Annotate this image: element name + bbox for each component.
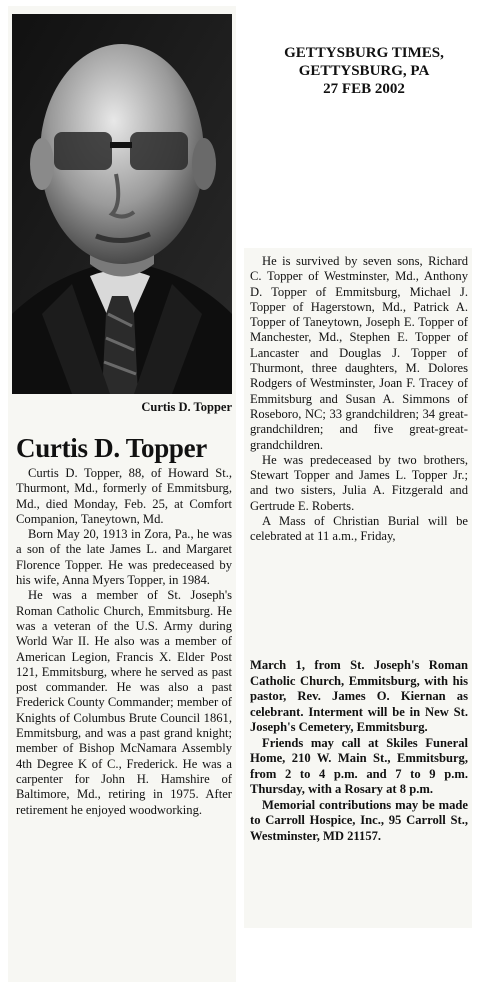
photo-caption: Curtis D. Topper [141, 400, 232, 414]
obituary-right-column [250, 254, 468, 545]
paragraph: Friends may call at Skiles Funeral Home, 210 W. Main St., Emmitsburg, from 2 to 4 p.m. and 7 to 9 p.m. Thursday, with a Rosary at 8 p.m. [250, 735, 468, 796]
newspaper-city: GETTYSBURG, PA [298, 63, 430, 79]
paragraph: He is survived by seven sons, Richard C. Topper of Westminster, Md., Anthony D. Topper of Emmitsburg, Michael J. Topper of Hagerstown, Md., Patrick A. Topper of Taneytown, Joseph E. Topper of Manchester, Md., Stephen E. Topper of Lancaster and Douglas J. Topper of Thurmont, three daughters, M. Dolores Rodgers of Westminster, Joan F. Tracey of Emmitsburg and Susan A. Simmons of Roseboro, NC; 33 grandchildren; 34 great-grandchildren; and five great-great-grandchildren. [250, 254, 468, 452]
newspaper-masthead [250, 44, 478, 98]
portrait-photo [12, 14, 232, 394]
obituary-headline: Curtis D. Topper [16, 433, 207, 463]
paragraph: March 1, from St. Joseph's Roman Catholic Church, Emmitsburg, with his pastor, Rev. James O. Kiernan as celebrant. Interment will be in New St. Joseph's Cemetery, Emmitsburg. [250, 658, 468, 734]
publication-date: 27 FEB 2002 [323, 81, 405, 97]
paragraph: Curtis D. Topper, 88, of Howard St., Thurmont, Md., formerly of Emmitsburg, Md., died Monday, Feb. 25, at Comfort Companion, Taneytown, Md. [16, 466, 232, 526]
paragraph: Memorial contributions may be made to Carroll Hospice, Inc., 95 Carroll St., Westminster, MD 21157. [250, 797, 468, 843]
paragraph: Born May 20, 1913 in Zora, Pa., he was a son of the late James L. and Margaret Florence Topper. He was predeceased by his wife, Anna Myers Topper, in 1984. [16, 527, 232, 588]
paragraph: He was a member of St. Joseph's Roman Catholic Church, Emmitsburg. He was a veteran of the U.S. Army during World War II. He also was a member of American Legion, Francis X. Elder Post 121, Emmitsburg, where he served as past post commander. He was also a past Frederick County Commander; member of Knights of Columbus Brute Council 1861, Emmitsburg, and was a past grand knight; member of Bishop McNamara Assembly 4th Degree K of C., Frederick. He was a carpenter for John H. Hamshire of Baltimore, Md., retiring in 1975. After retirement he enjoyed woodworking. [16, 588, 232, 817]
paragraph: A Mass of Christian Burial will be celebrated at 11 a.m., Friday, [250, 514, 468, 544]
portrait-illustration [12, 14, 232, 394]
obituary-left-column [16, 466, 232, 818]
newspaper-name: GETTYSBURG TIMES, [284, 45, 444, 61]
paragraph: He was predeceased by two brothers, Stewart Topper and James L. Topper Jr.; and two sisters, Julia A. Fitzgerald and Gertrude E. Roberts. [250, 452, 468, 513]
obituary-services-column [250, 658, 468, 844]
